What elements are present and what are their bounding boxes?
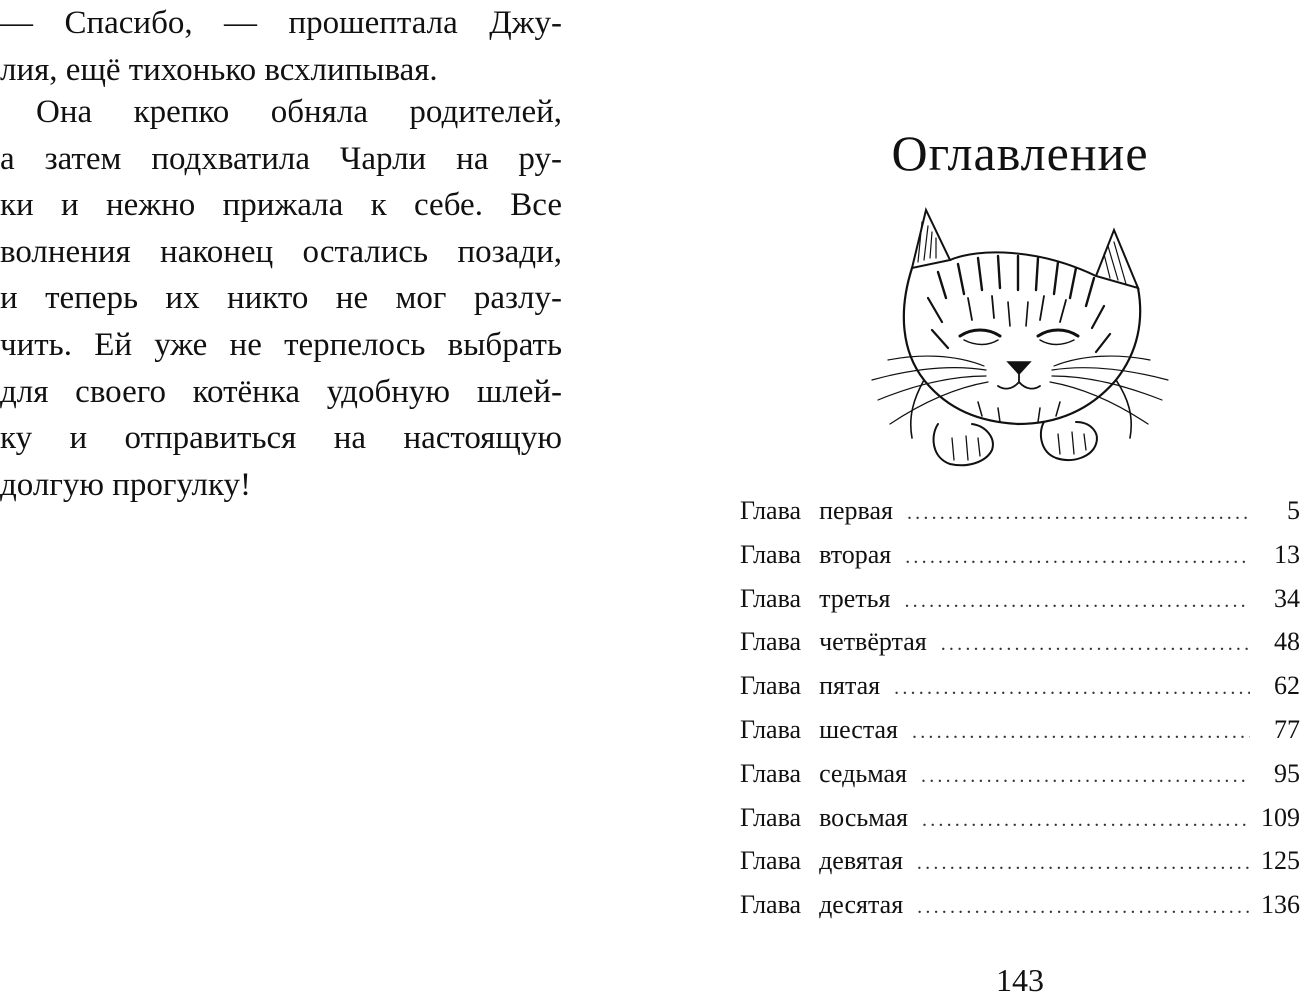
- toc-chapter-name: восьмая: [819, 802, 908, 832]
- text-line: Она крепко обняла родителей,: [36, 94, 562, 130]
- toc-page-number: 62: [1274, 671, 1300, 701]
- toc-chapter-word: Глава: [740, 627, 802, 657]
- toc-page-number: 13: [1274, 539, 1300, 569]
- text-line: а затем подхватила Чарли на ру-: [0, 140, 562, 177]
- toc-page-number: 109: [1261, 802, 1300, 832]
- toc-chapter-name: шестая: [819, 714, 899, 744]
- toc-entry[interactable]: [740, 759, 1300, 803]
- toc-chapter-word: Глава: [740, 671, 802, 701]
- toc-leader-dots: [941, 633, 1250, 656]
- toc-page-number: 125: [1261, 846, 1300, 876]
- toc-page-number: 136: [1261, 890, 1300, 920]
- text-line: для своего котёнка удобную шлей-: [0, 373, 562, 410]
- toc-entry[interactable]: [740, 890, 1300, 934]
- toc-chapter-word: Глава: [740, 846, 802, 876]
- text-line: и теперь их никто не мог разлу-: [0, 280, 562, 317]
- toc-chapter-word: Глава: [740, 758, 802, 788]
- toc-page-number: 95: [1274, 758, 1300, 788]
- toc-leader-dots: [917, 852, 1250, 875]
- toc-entry[interactable]: [740, 584, 1300, 628]
- toc-entry[interactable]: [740, 715, 1300, 759]
- toc-chapter-word: Глава: [740, 714, 802, 744]
- toc-page-number: 5: [1287, 496, 1300, 525]
- text-line: чить. Ей уже не терпелось выбрать: [0, 326, 562, 363]
- text-line: ки и нежно прижала к себе. Все: [0, 187, 562, 224]
- text-line: долгую прогулку!: [0, 466, 252, 503]
- toc-title: Оглавление: [891, 125, 1149, 181]
- toc-leader-dots: [912, 721, 1250, 744]
- toc-entry[interactable]: [740, 540, 1300, 584]
- text-line: лия, ещё тихонько всхлипывая.: [0, 51, 438, 88]
- toc-entry[interactable]: [740, 627, 1300, 671]
- toc-chapter-word: Глава: [740, 802, 802, 832]
- toc-leader-dots: [922, 809, 1250, 832]
- toc-chapter-word: Глава: [740, 890, 802, 920]
- paragraph-2: [0, 89, 562, 508]
- toc-leader-dots: [894, 677, 1250, 700]
- toc-chapter-name: десятая: [819, 890, 904, 920]
- toc-chapter-name: пятая: [819, 671, 881, 701]
- toc-entry[interactable]: [740, 496, 1300, 540]
- toc-page-number: 48: [1274, 627, 1300, 657]
- kitten-illustration: [868, 202, 1172, 468]
- toc-chapter-name: четвёртая: [819, 627, 927, 657]
- toc-chapter-name: седьмая: [819, 758, 907, 788]
- toc-leader-dots: [907, 502, 1250, 525]
- text-line: волнения наконец остались позади,: [0, 233, 562, 270]
- toc-chapter-word: Глава: [740, 496, 802, 525]
- toc-chapter-word: Глава: [740, 583, 802, 613]
- toc-leader-dots: [904, 590, 1250, 613]
- toc-chapter-name: первая: [819, 496, 893, 525]
- text-line: ку и отправиться на настоящую: [0, 420, 562, 457]
- toc-page-number: 34: [1274, 583, 1300, 613]
- toc-leader-dots: [921, 765, 1250, 788]
- text-line: — Спасибо, — прошептала Джу-: [0, 5, 562, 41]
- table-of-contents: [740, 496, 1300, 934]
- toc-chapter-name: девятая: [819, 846, 903, 876]
- toc-chapter-name: вторая: [819, 539, 892, 569]
- toc-chapter-word: Глава: [740, 539, 802, 569]
- page-number: 143: [996, 962, 1044, 998]
- toc-entry[interactable]: [740, 846, 1300, 890]
- toc-entry[interactable]: [740, 671, 1300, 715]
- toc-entry[interactable]: [740, 803, 1300, 847]
- right-page: [700, 0, 1304, 1000]
- toc-page-number: 77: [1274, 714, 1300, 744]
- toc-leader-dots: [917, 896, 1250, 919]
- toc-chapter-name: третья: [819, 583, 891, 613]
- toc-leader-dots: [905, 546, 1250, 569]
- paragraph-1: [0, 0, 562, 93]
